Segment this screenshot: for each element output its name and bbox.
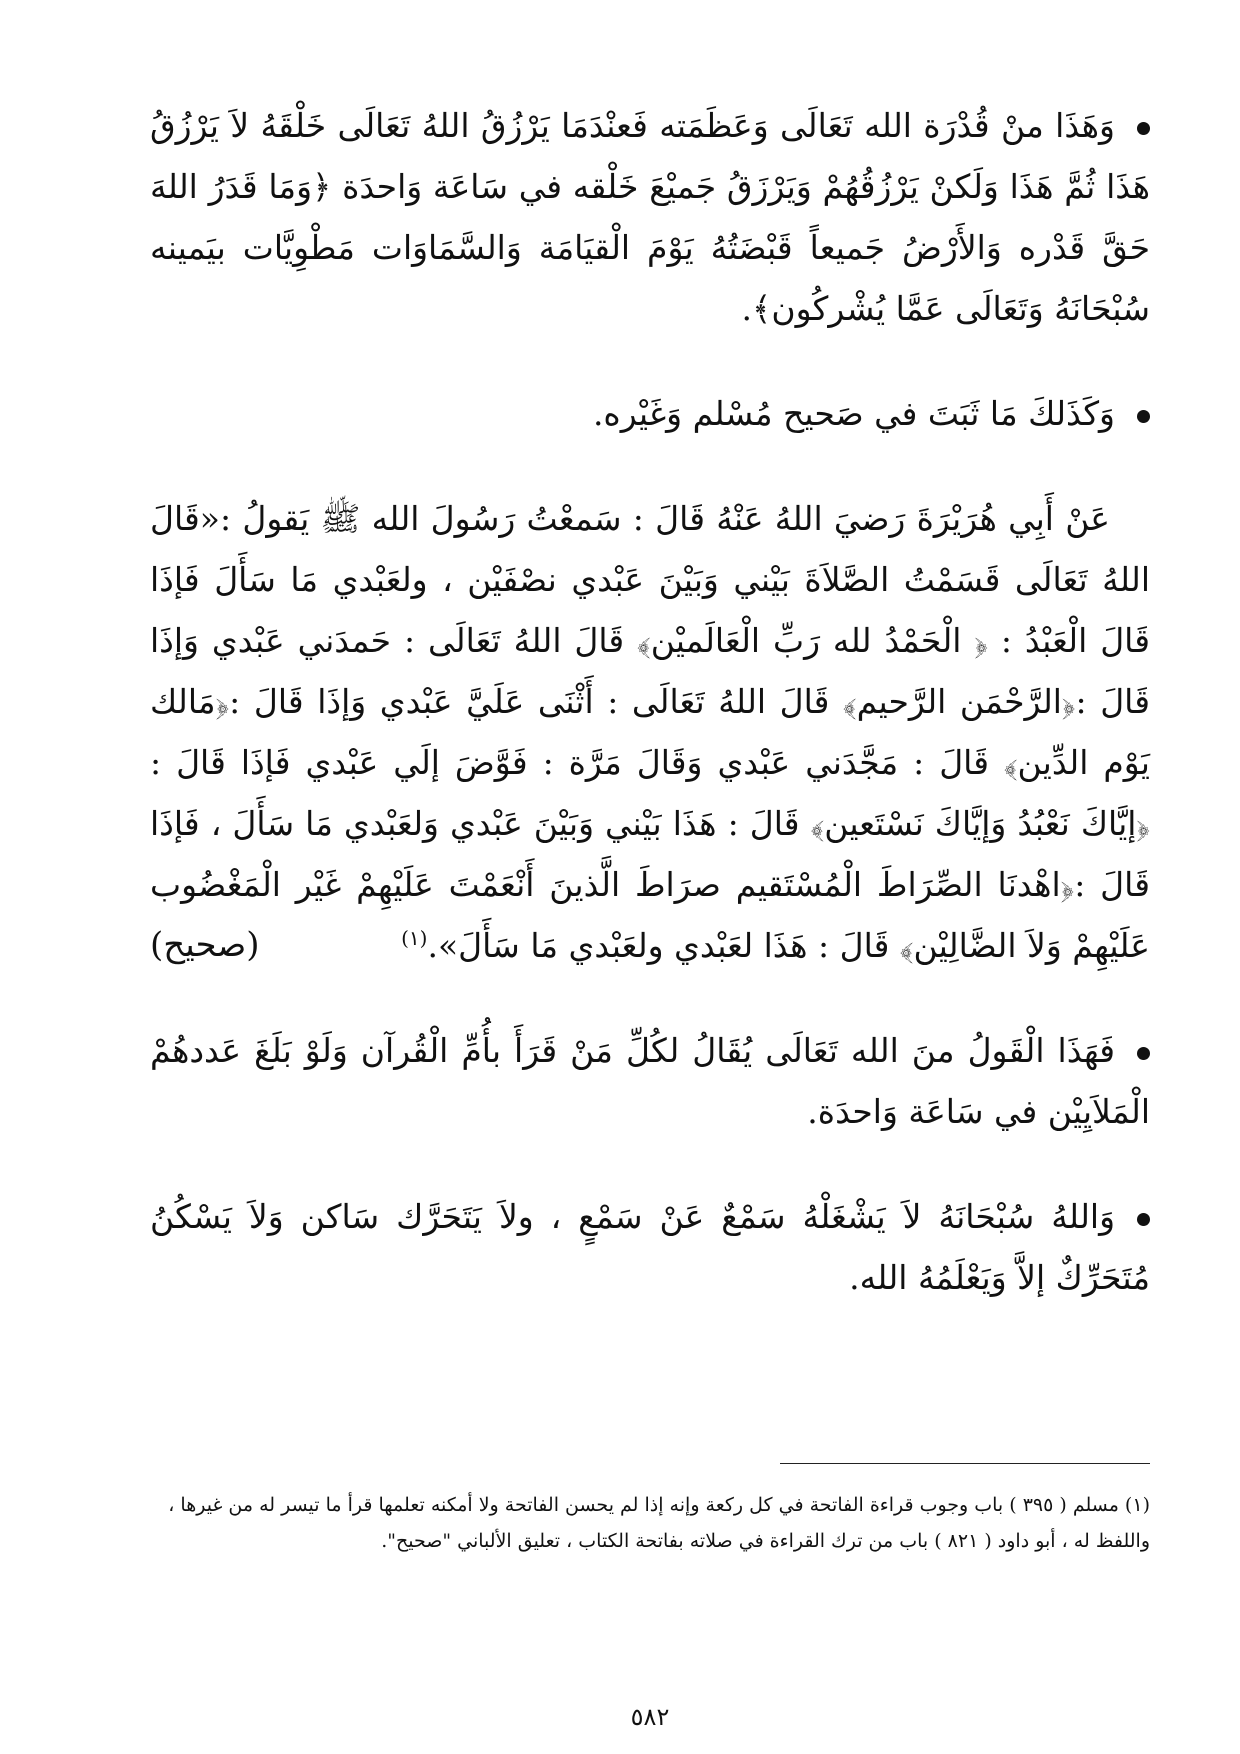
page-number: ٥٨٢ xyxy=(630,1703,670,1731)
footnotes xyxy=(150,1487,1150,1559)
paragraph-2 xyxy=(150,383,1150,444)
paragraph-1 xyxy=(150,95,1150,339)
bullet-icon xyxy=(1137,1047,1150,1060)
paragraph-1-text: وَهَذَا منْ قُدْرَة الله تَعَالَى وَعَظَمَته فَعنْدَمَا يَرْزُقُ اللهُ تَعَالَى خَلْقَهُ لاَ يَرْزُقُ هَذَا ثُمَّ هَذَا وَلَكنْ يَرْزُقُهُمْ وَيَرْزَقُ جَميْعَ خَلْقه في سَاعَة وَاحدَة ﴿وَمَا قَدَرُ اللهَ حَقَّ قَدْره وَالأَرْضُ جَميعاً قَبْضَتُهُ يَوْمَ الْقيَامَة وَالسَّمَاوَات مَطْوِيَّات بيَمينه سُبْحَانَهُ وَتَعَالَى عَمَّا يُشْركُون﴾. xyxy=(150,106,1150,328)
paragraph-4 xyxy=(150,1020,1150,1142)
paragraph-5-text: وَاللهُ سُبْحَانَهُ لاَ يَشْغَلْهُ سَمْعٌ عَنْ سَمْعٍ ، ولاَ يَتَحَرَّك سَاكن وَلاَ يَسْكُنُ مُتَحَرِّكٌ إلاَّ وَيَعْلَمُهُ الله. xyxy=(150,1197,1150,1297)
bullet-icon xyxy=(1137,410,1150,423)
page-content xyxy=(150,95,1150,1731)
footnote-line-2: واللفظ له ، أبو داود ( ٨٢١ ) باب من ترك القراءة في صلاته بفاتحة الكتاب ، تعليق الألباني "صحيح". xyxy=(381,1530,1150,1552)
footnote-reference: (١) xyxy=(401,926,428,950)
paragraph-5 xyxy=(150,1186,1150,1308)
hadith-text: عَنْ أَبِي هُرَيْرَةَ رَضيَ اللهُ عَنْهُ قَالَ : سَمعْتُ رَسُولَ الله ﷺ يَقولُ :«قَالَ اللهُ تَعَالَى قَسَمْتُ الصَّلاَةَ بَيْني وَبَيْنَ عَبْدي نصْفَيْن ، ولعَبْدي مَا سَأَلَ فَإذَا قَالَ الْعَبْدُ : ﴿ الْحَمْدُ لله رَبِّ الْعَالَميْن﴾ قَالَ اللهُ تَعَالَى : حَمدَني عَبْدي وَإذَا قَالَ :﴿الرَّحْمَن الرَّحيم﴾ قَالَ اللهُ تَعَالَى : أَثْنَى عَلَيَّ عَبْدي وَإذَا قَالَ :﴿مَالك يَوْم الدِّين﴾ قَالَ : مَجَّدَني عَبْدي وَقَالَ مَرَّة : فَوَّضَ إلَي عَبْدي فَإذَا قَالَ :﴿إيَّاكَ نَعْبُدُ وَإيَّاكَ نَسْتَعين﴾ قَالَ : هَذَا بَيْني وَبَيْنَ عَبْدي وَلعَبْدي مَا سَأَلَ ، فَإذَا قَالَ :﴿اهْدنَا الصِّرَاطَ الْمُسْتَقيم صرَاطَ الَّذينَ أَنْعَمْتَ عَلَيْهِمْ غَيْر الْمَغْضُوب عَلَيْهِمْ وَلاَ الضَّالِيْن﴾ قَالَ : هَذَا لعَبْدي ولعَبْدي مَا سَأَلَ». xyxy=(150,499,1150,965)
hadith-paragraph xyxy=(150,488,1150,976)
hadith-grade: (صحيح) xyxy=(150,925,260,965)
paragraph-2-text: وَكَذَلكَ مَا ثَبَتَ في صَحيح مُسْلم وَغَيْره. xyxy=(592,394,1115,433)
bullet-icon xyxy=(1137,122,1150,135)
footnote-line-1: (١) مسلم ( ٣٩٥ ) باب وجوب قراءة الفاتحة في كل ركعة وإنه إذا لم يحسن الفاتحة ولا أمكنه تعلمها قرأ ما تيسر له من غيرها ، xyxy=(168,1494,1150,1516)
paragraph-4-text: فَهَذَا الْقَولُ منَ الله تَعَالَى يُقَالُ لكُلِّ مَنْ قَرَأَ بأُمِّ الْقُرآن وَلَوْ بَلَغَ عَددهُمْ الْمَلاَيِيْن في سَاعَة وَاحدَة. xyxy=(150,1031,1150,1131)
footnote-divider xyxy=(780,1463,1150,1464)
bullet-icon xyxy=(1137,1213,1150,1226)
